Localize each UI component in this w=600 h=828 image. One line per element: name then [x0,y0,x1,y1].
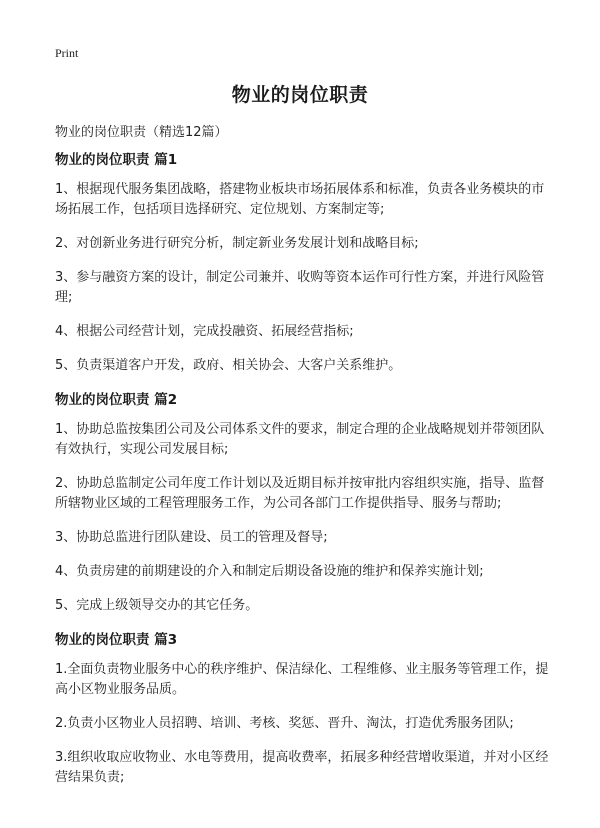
list-item: 1、根据现代服务集团战略，搭建物业板块市场拓展体系和标准，负责各业务模块的市场拓展工作，包括项目选择研究、定位规划、方案制定等; [55,182,545,217]
list-item: 3.组织收取应收物业、水电等费用，提高收费率，拓展多种经营增收渠道，并对小区经营结果负责; [55,750,549,785]
list-item: 2.负责小区物业人员招聘、培训、考核、奖惩、晋升、淘汰，打造优秀服务团队; [55,716,514,731]
section-3 [55,630,555,788]
section-2 [55,390,555,616]
section-1 [55,150,555,376]
section-heading: 物业的岗位职责 篇1 [55,152,178,168]
list-item: 4、根据公司经营计划，完成投融资、拓展经营指标; [55,324,354,339]
section-heading: 物业的岗位职责 篇3 [55,632,178,648]
list-item: 3、参与融资方案的设计，制定公司兼并、收购等资本运作可行性方案，并进行风险管理; [55,270,545,305]
list-item: 3、协助总监进行团队建设、员工的管理及督导; [55,530,328,545]
page-title: 物业的岗位职责 [231,84,369,106]
list-item: 1、协助总监按集团公司及公司体系文件的要求，制定合理的企业战略规划并带领团队有效执行，实现公司发展目标; [55,422,545,457]
document-content [55,150,555,802]
section-heading: 物业的岗位职责 篇2 [55,392,178,408]
list-item: 2、协助总监制定公司年度工作计划以及近期目标并按审批内容组织实施，指导、监督所辖物业区域的工程管理服务工作，为公司各部门工作提供指导、服务与帮助; [55,476,545,511]
print-link[interactable]: Print [55,46,79,60]
list-item: 5、完成上级领导交办的其它任务。 [55,598,259,613]
document-subtitle: 物业的岗位职责（精选12篇） [55,125,228,140]
list-item: 5、负责渠道客户开发，政府、相关协会、大客户关系维护。 [55,358,402,373]
list-item: 2、对创新业务进行研究分析，制定新业务发展计划和战略目标; [55,236,419,251]
list-item: 1.全面负责物业服务中心的秩序维护、保洁绿化、工程维修、业主服务等管理工作，提高小区物业服务品质。 [55,662,549,697]
list-item: 4、负责房建的前期建设的介入和制定后期设备设施的维护和保养实施计划; [55,564,484,579]
